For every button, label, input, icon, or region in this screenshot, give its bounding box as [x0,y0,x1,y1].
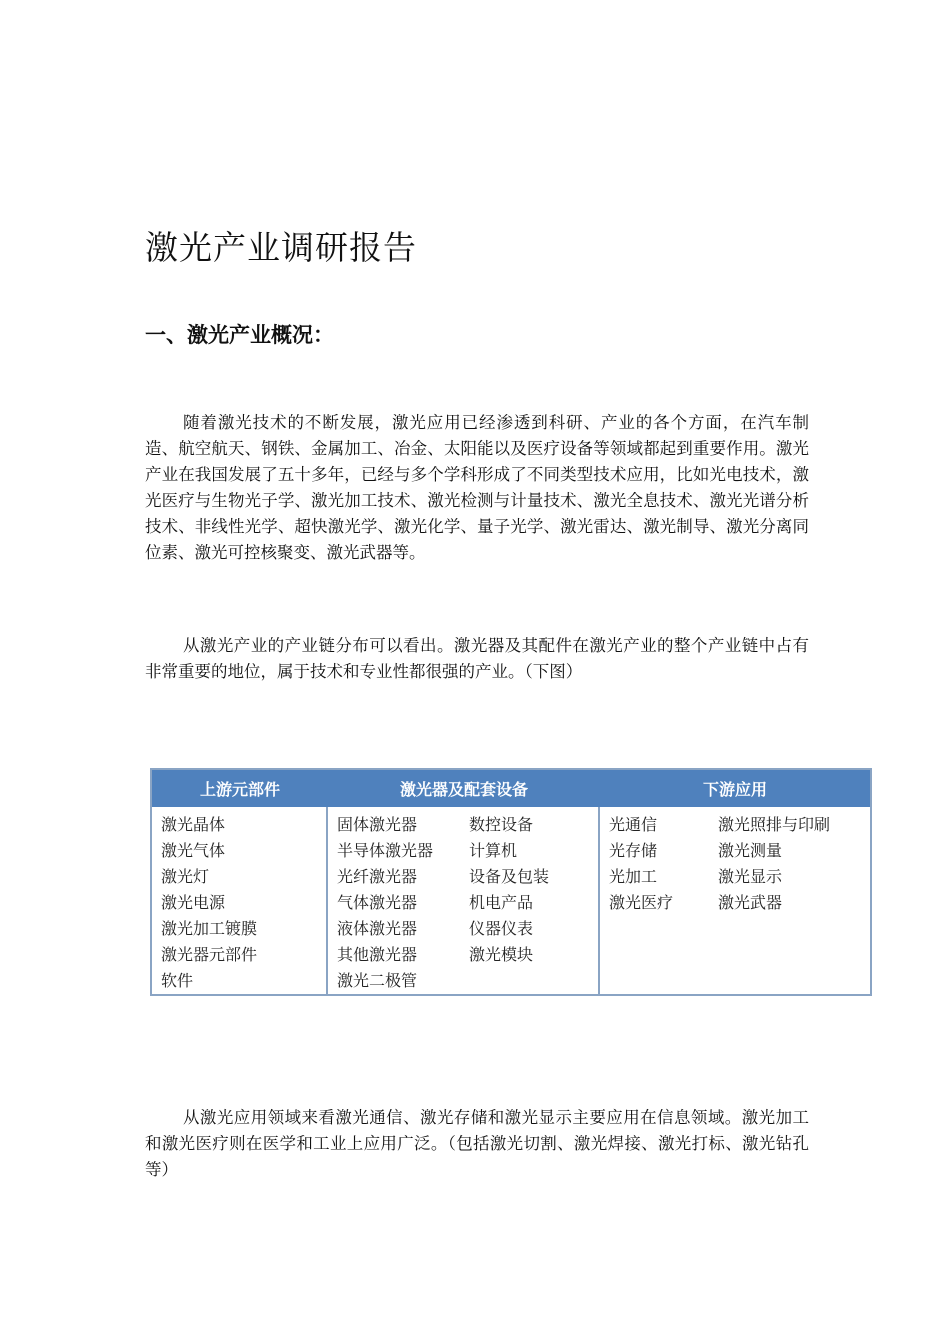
table-cell: 设备及包装 [469,867,550,886]
table-cell: 气体激光器 [337,893,418,912]
table-cell: 软件 [161,971,194,990]
paragraph-applications: 从激光应用领域来看激光通信、激光存储和激光显示主要应用在信息领域。激光加工和激光医疗则在医学和工业上应用广泛。（包括激光切割、激光焊接、激光打标、激光钻孔等） [145,1108,809,1179]
table-header-row [152,770,870,807]
table-cell: 激光电源 [161,893,226,912]
header-downstream: 下游应用 [702,780,767,799]
table-cell: 激光气体 [161,841,226,860]
downstream-list-a [600,812,718,994]
table-cell: 计算机 [469,841,518,860]
table-cell: 激光器元部件 [161,945,258,964]
table-cell: 光存储 [609,841,658,860]
document-title: 激光产业调研报告 [145,228,417,267]
table-cell: 激光照排与印刷 [718,815,831,834]
industry-chain-table [150,768,872,996]
paragraph-intro: 随着激光技术的不断发展，激光应用已经渗透到科研、产业的各个方面，在汽车制造、航空航天、钢铁、金属加工、冶金、太阳能以及医疗设备等领域都起到重要作用。激光产业在我国发展了五十多年，已经与多个学科形成了不同类型技术应用，比如光电技术，激光医疗与生物光子学、激光加工技术、激光检测与计量技术、激光全息技术、激光光谱分析技术、非线性光学、超快激光学、激光化学、量子光学、激光雷达、激光制导、激光分离同位素、激光可控核聚变、激光武器等。 [145,413,809,562]
table-cell: 半导体激光器 [337,841,434,860]
paragraph-chain: 从激光产业的产业链分布可以看出。激光器及其配件在激光产业的整个产业链中占有非常重要的地位，属于技术和专业性都很强的产业。（下图） [145,636,809,681]
table-cell: 光通信 [609,815,658,834]
table-cell: 固体激光器 [337,815,418,834]
header-upstream: 上游元部件 [199,780,280,799]
table-cell: 激光晶体 [161,815,226,834]
table-cell: 激光医疗 [609,893,674,912]
upstream-column [152,807,328,994]
table-cell: 激光显示 [718,867,783,886]
table-cell: 激光模块 [469,945,534,964]
table-cell: 激光二极管 [337,971,418,990]
table-cell: 激光测量 [718,841,783,860]
table-cell: 光加工 [609,867,658,886]
table-cell: 激光灯 [161,867,210,886]
table-body [152,807,870,994]
table-cell: 机电产品 [469,893,534,912]
table-cell: 其他激光器 [337,945,418,964]
downstream-column [600,807,870,994]
table-cell: 数控设备 [469,815,534,834]
table-cell: 激光加工镀膜 [161,919,258,938]
table-cell: 激光武器 [718,893,783,912]
header-midstream: 激光器及配套设备 [399,780,528,799]
midstream-column [328,807,600,994]
table-cell: 光纤激光器 [337,867,418,886]
downstream-list-b [718,812,870,994]
table-cell: 仪器仪表 [469,919,534,938]
table-cell: 液体激光器 [337,919,418,938]
midstream-lasers-list [328,812,469,994]
section-heading: 一、激光产业概况： [145,323,334,347]
midstream-equipment-list [469,812,598,994]
